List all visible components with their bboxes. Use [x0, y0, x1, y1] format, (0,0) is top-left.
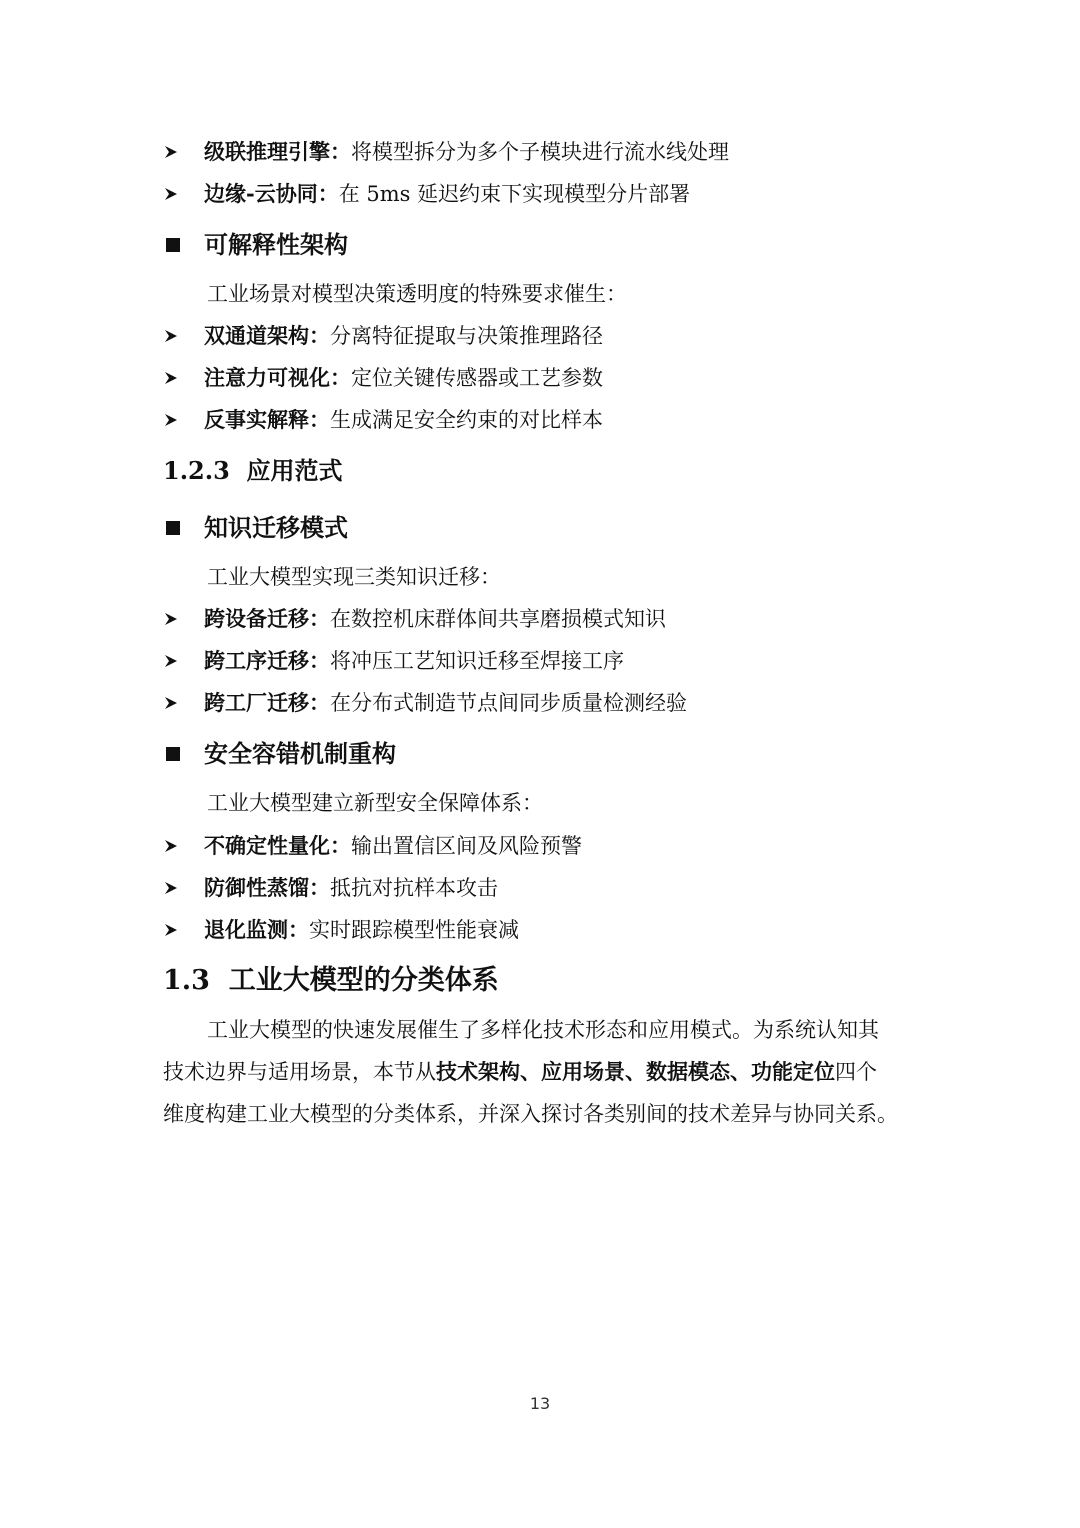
bullet-item [0, 688, 1080, 718]
bullet-term: 跨设备迁移： [204, 606, 330, 631]
arrow-bullet-icon [163, 873, 181, 903]
bullet-text: 将模型拆分为多个子模块进行流水线处理 [351, 140, 729, 164]
bullet-text: 将冲压工艺知识迁移至焊接工序 [330, 649, 624, 673]
arrow-bullet-icon [163, 831, 181, 861]
bullet-item [0, 321, 1080, 351]
arrow-bullet-icon [163, 915, 181, 945]
bullet-term: 跨工厂迁移： [204, 690, 330, 715]
bullet-item [0, 915, 1080, 945]
section-heading-transfer: 知识迁移模式 [0, 511, 1080, 545]
bullet-term: 级联推理引擎： [204, 139, 351, 164]
bullet-text: 实时跟踪模型性能衰减 [309, 918, 519, 942]
bullet-term: 反事实解释： [204, 407, 330, 432]
bullet-item [0, 405, 1080, 435]
bullet-item [0, 604, 1080, 634]
heading-title: 工业大模型的分类体系 [228, 965, 499, 996]
heading-title: 应用范式 [246, 456, 343, 485]
arrow-bullet-icon [163, 363, 181, 393]
bullet-text: 输出置信区间及风险预警 [351, 834, 582, 858]
bullet-item [0, 831, 1080, 861]
bullet-term: 双通道架构： [204, 323, 330, 348]
bullet-text: 在数控机床群体间共享磨损模式知识 [330, 607, 666, 631]
bullet-term: 不确定性量化： [204, 833, 351, 858]
heading-number: 1.2.3 [163, 456, 230, 485]
arrow-bullet-icon [163, 179, 181, 209]
bold-dimensions: 技术架构、应用场景、数据模态、功能定位 [436, 1059, 835, 1084]
arrow-bullet-icon [163, 405, 181, 435]
arrow-bullet-icon [163, 688, 181, 718]
bullet-term: 边缘-云协同： [204, 181, 339, 206]
bullet-text: 抵抗对抗样本攻击 [330, 876, 498, 900]
paragraph-line: 工业大模型的快速发展催生了多样化技术形态和应用模式。为系统认知其 [207, 1018, 879, 1042]
bullet-text: 在 5ms 延迟约束下实现模型分片部署 [338, 182, 691, 206]
bullet-item [0, 646, 1080, 676]
section-intro: 工业大模型建立新型安全保障体系： [207, 791, 543, 815]
paragraph-line: 维度构建工业大模型的分类体系，并深入探讨各类别间的技术差异与协同关系。 [163, 1102, 898, 1126]
bullet-term: 防御性蒸馏： [204, 875, 330, 900]
paragraph-line: 技术边界与适用场景，本节从技术架构、应用场景、数据模态、功能定位四个 [163, 1059, 877, 1084]
bullet-item [0, 363, 1080, 393]
arrow-bullet-icon [163, 137, 181, 167]
heading-number: 1.3 [163, 965, 210, 996]
bullet-text: 在分布式制造节点间同步质量检测经验 [330, 691, 687, 715]
heading-1-2-3 [163, 454, 1080, 488]
bullet-term: 注意力可视化： [204, 365, 351, 390]
arrow-bullet-icon [163, 321, 181, 351]
arrow-bullet-icon [163, 604, 181, 634]
square-bullet-icon [166, 521, 180, 535]
section-intro: 工业大模型实现三类知识迁移： [207, 565, 501, 589]
section-heading-safety: 安全容错机制重构 [0, 737, 1080, 771]
bullet-text: 分离特征提取与决策推理路径 [330, 324, 603, 348]
bullet-text: 生成满足安全约束的对比样本 [330, 408, 603, 432]
page-number: 13 [529, 1394, 551, 1413]
heading-1-3 [163, 962, 1080, 1000]
bullet-term: 跨工序迁移： [204, 648, 330, 673]
square-bullet-icon [166, 747, 180, 761]
bullet-item [0, 179, 1080, 209]
square-bullet-icon [166, 238, 180, 252]
section-intro: 工业场景对模型决策透明度的特殊要求催生： [207, 282, 627, 306]
bullet-term: 退化监测： [204, 917, 309, 942]
bullet-item [0, 873, 1080, 903]
bullet-text: 定位关键传感器或工艺参数 [351, 366, 603, 390]
arrow-bullet-icon [163, 646, 181, 676]
bullet-item [0, 137, 1080, 167]
section-heading-interpretability: 可解释性架构 [0, 228, 1080, 262]
